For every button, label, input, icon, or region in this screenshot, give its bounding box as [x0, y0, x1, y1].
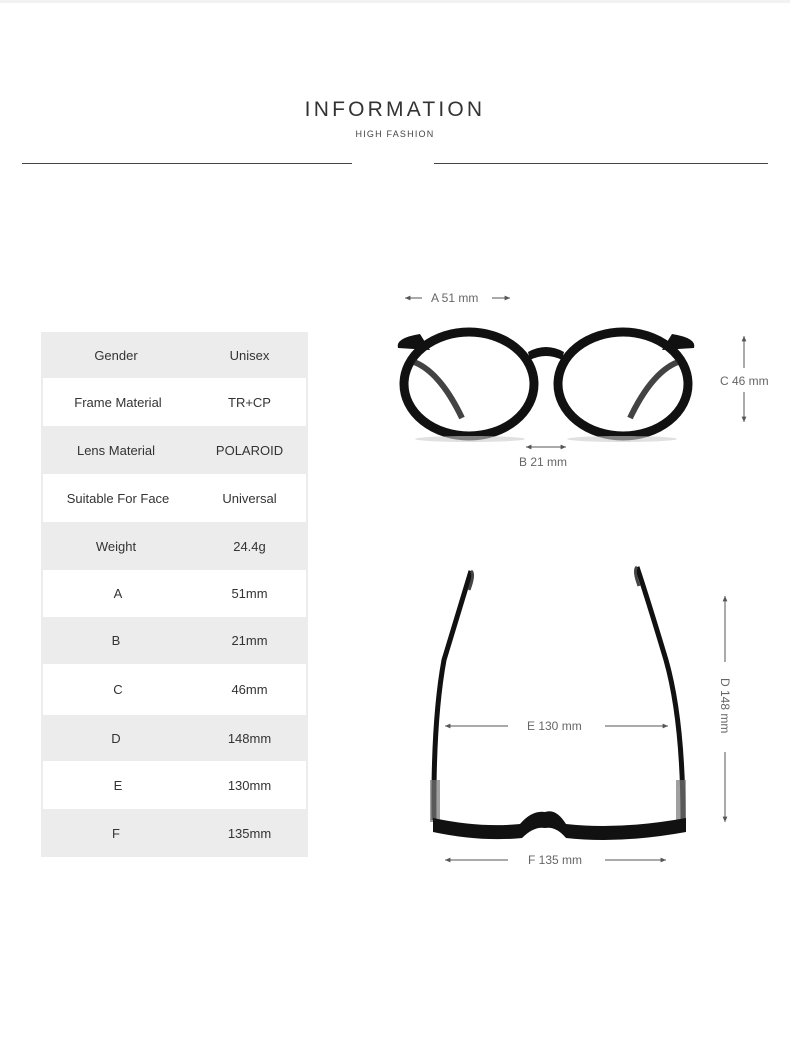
spec-label: Gender [94, 347, 138, 363]
dimension-f-label: F 135 mm [528, 853, 583, 867]
spec-label: A [113, 586, 123, 601]
spec-label: F [112, 825, 120, 841]
page-subtitle: HIGH FASHION [355, 129, 435, 139]
spec-label: B [111, 633, 121, 648]
glasses-top-view [430, 567, 686, 840]
spec-label: Suitable For Face [66, 490, 170, 506]
spec-label: D [111, 730, 121, 746]
spec-value: 46mm [231, 682, 268, 697]
spec-value: 135mm [227, 825, 272, 841]
dimension-c-label: C 46 mm [720, 374, 769, 388]
spec-label: C [113, 682, 123, 697]
spec-value: 130mm [227, 777, 272, 793]
spec-value: Unisex [229, 347, 270, 363]
spec-value: 24.4g [233, 538, 266, 554]
spec-label: Lens Material [76, 442, 156, 458]
spec-value: 148mm [227, 730, 272, 746]
spec-value: TR+CP [228, 394, 271, 410]
spec-value: 51mm [231, 586, 268, 601]
spec-value: Universal [222, 490, 277, 506]
glasses-front-view [398, 332, 695, 442]
page-title: INFORMATION [304, 98, 486, 121]
dimension-e-label: E 130 mm [527, 719, 582, 733]
dimension-b-label: B 21 mm [519, 455, 568, 469]
spec-label: E [113, 777, 123, 793]
spec-value: 21mm [231, 633, 268, 648]
spec-label: Frame Material [74, 394, 162, 410]
dimension-d-label: D 148 mm [718, 678, 732, 734]
dimension-a-label: A 51 mm [431, 291, 479, 305]
spec-label: Weight [95, 538, 137, 554]
spec-value: POLAROID [215, 442, 284, 458]
